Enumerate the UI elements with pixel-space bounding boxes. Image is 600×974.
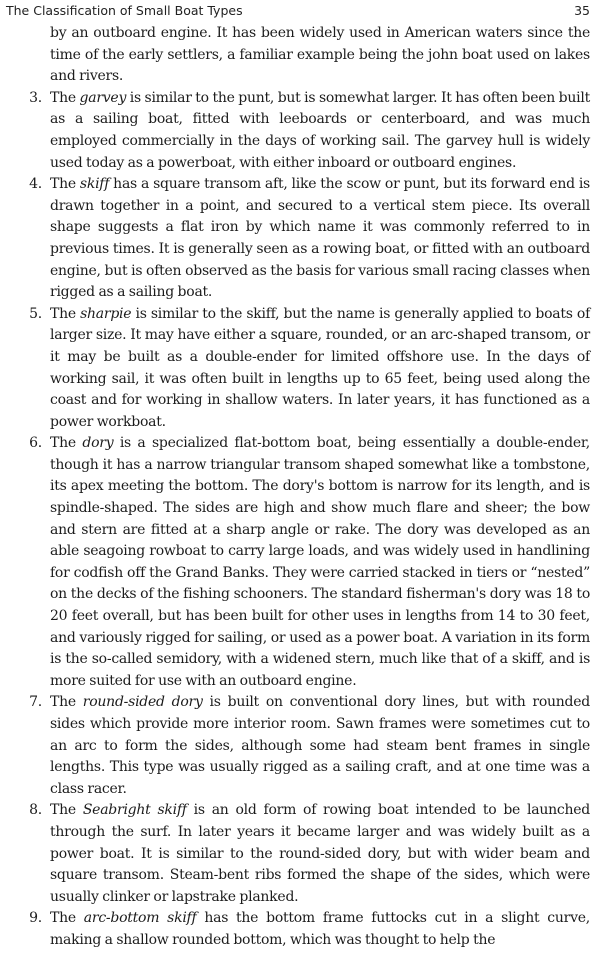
list-item-dory <box>22 433 590 692</box>
continuation-paragraph: by an outboard engine. It has been widely used in American waters since the time of the early settlers, a familiar example being the john boat used on lakes and rivers. <box>50 25 590 85</box>
item-lead: The <box>50 694 83 711</box>
page-number: 35 <box>574 3 590 18</box>
list-item-sharpie <box>22 304 590 434</box>
list-item-arc-bottom-skiff <box>22 908 590 951</box>
item-text: is similar to the skiff, but the name is generally applied to boats of larger size. It may have either a square, rounded, or an arc-shaped transom, or it may be built as a double-ender for limited offshore use. In the days of working sail, it was often built in lengths up to 65 feet, being used along the coast and for working in shallow waters. In later years, it has functioned as a power workboat. <box>50 305 590 430</box>
item-text: has a square transom aft, like the scow or punt, but its forward end is drawn together in a point, and secured to a vertical stem piece. Its overall shape suggests a flat iron by which name it was commonly referred to in previous times. It is generally seen as a rowing boat, or fitted with an outboard engine, but is often observed as the basis for various small racing classes when rigged as a sailing boat. <box>50 176 590 301</box>
item-number: 3. <box>29 89 42 106</box>
list-item-seabright-skiff <box>22 800 590 908</box>
item-term: sharpie <box>80 305 132 322</box>
list-item-skiff <box>22 174 590 304</box>
item-lead: The <box>50 89 80 106</box>
item-text: is an old form of rowing boat intended to be launched through the surf. In later years it became larger and was widely built as a power boat. It is similar to the round-sided dory, but with wider beam and square transom. Steam-bent ribs formed the shape of the sides, which were usually clinker or lapstrake planked. <box>50 802 590 905</box>
item-number: 8. <box>29 802 42 819</box>
item-text: is built on conventional dory lines, but with rounded sides which provide more interior room. Sawn frames were sometimes cut to an arc to form the sides, although some had steam bent frames in single lengths. This type was usually rigged as a sailing craft, and at one time was a class racer. <box>50 694 590 797</box>
item-lead: The <box>50 802 83 819</box>
item-number: 4. <box>29 176 42 193</box>
item-term: arc-bottom skiff <box>83 910 197 927</box>
item-lead: The <box>50 176 80 193</box>
header-title: The Classification of Small Boat Types <box>6 3 243 18</box>
item-lead: The <box>50 910 84 927</box>
item-lead: The <box>50 305 81 322</box>
item-term: dory <box>82 435 114 452</box>
list-item-garvey <box>22 88 590 174</box>
item-term: skiff <box>79 176 110 193</box>
item-lead: The <box>50 435 83 452</box>
item-number: 6. <box>29 435 42 452</box>
list-item-round-sided-dory <box>22 692 590 800</box>
item-term: garvey <box>79 89 127 106</box>
item-number: 5. <box>29 305 42 322</box>
running-header <box>6 3 590 21</box>
item-text: is similar to the punt, but is somewhat larger. It has often been built as a sailing boat, fitted with leeboards or centerboard, and was much employed commercially in the days of working sail. The garvey hull is widely used today as a powerboat, with either inboard or outboard engines. <box>50 89 590 171</box>
item-number: 7. <box>29 694 42 711</box>
body-text <box>22 23 590 952</box>
item-term: round-sided dory <box>82 694 203 711</box>
item-text: has the bottom frame futtocks cut in a slight curve, making a shallow rounded bottom, which was thought to help the <box>50 910 590 948</box>
item-term: Seabright skiff <box>82 802 187 819</box>
item-text: is a specialized flat-bottom boat, being essentially a double-ender, though it has a narrow triangular transom shaped somewhat like a tombstone, its apex meeting the bottom. The dory's bottom is narrow for its length, and is spindle-shaped. The sides are high and show much flare and sheer; the bow and stern are fitted at a sharp angle or rake. The dory was developed as an able seagoing rowboat to carry large loads, and was widely used in handlining for codfish off the Grand Banks. They were carried stacked in tiers or “nested” on the decks of the fishing schooners. The standard fisherman's dory was 18 to 20 feet overall, but has been built for other uses in lengths from 14 to 30 feet, and variously rigged for sailing, or used as a power boat. A variation in its form is the so-called semidory, with a widened stern, much like that of a skiff, and is more suited for use with an outboard engine. <box>50 435 590 689</box>
item-number: 9. <box>29 910 42 927</box>
